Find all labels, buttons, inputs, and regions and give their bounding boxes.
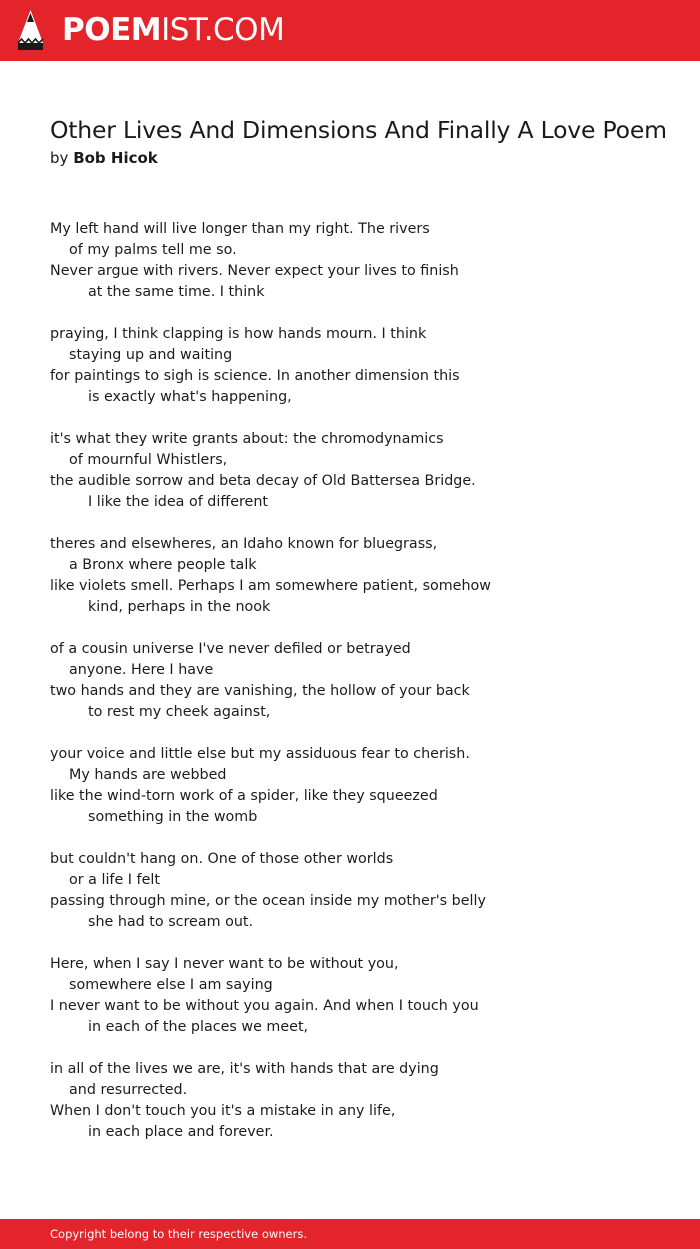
logo-strong: POEM — [62, 12, 162, 48]
poem-line: two hands and they are vanishing, the hollow of your back — [50, 683, 470, 699]
poem-stanza — [50, 639, 670, 723]
poem-line: in all of the lives we are, it's with hands that are dying — [50, 1061, 439, 1077]
poem-line: passing through mine, or the ocean inside my mother's belly — [50, 893, 486, 909]
poem-line: of a cousin universe I've never defiled or betrayed — [50, 641, 411, 657]
poem-line: Here, when I say I never want to be without you, — [50, 956, 399, 972]
site-footer — [0, 1219, 700, 1249]
poem-line: like the wind-torn work of a spider, like they squeezed — [50, 788, 438, 804]
poem-stanza — [50, 534, 670, 618]
poem-line: in each place and forever. — [88, 1124, 274, 1140]
site-header — [0, 0, 700, 61]
poem-stanza — [50, 429, 670, 513]
poem-line: or a life I felt — [69, 872, 160, 888]
poem-line: and resurrected. — [69, 1082, 188, 1098]
poem-line: My left hand will live longer than my right. The rivers — [50, 221, 430, 237]
poem-line: anyone. Here I have — [69, 662, 214, 678]
poem-line: like violets smell. Perhaps I am somewhere patient, somehow — [50, 578, 491, 594]
poem-line: My hands are webbed — [69, 767, 227, 783]
poem-line: I never want to be without you again. And when I touch you — [50, 998, 479, 1014]
poem-line: in each of the places we meet, — [88, 1019, 309, 1035]
poem-line: to rest my cheek against, — [88, 704, 271, 720]
poem-line: your voice and little else but my assiduous fear to cherish. — [50, 746, 470, 762]
poem-line: of my palms tell me so. — [69, 242, 237, 258]
poem-line: but couldn't hang on. One of those other worlds — [50, 851, 394, 867]
poem-line: Never argue with rivers. Never expect your lives to finish — [50, 263, 459, 279]
poem-stanza — [50, 744, 670, 828]
poem-body — [50, 219, 670, 1164]
poem-line: for paintings to sigh is science. In another dimension this — [50, 368, 460, 384]
site-logo[interactable] — [62, 10, 284, 50]
by-label: by — [50, 149, 69, 167]
copyright-text: Copyright belong to their respective owners. — [50, 1227, 308, 1241]
poem-line: staying up and waiting — [69, 347, 233, 363]
poem-line: kind, perhaps in the nook — [88, 599, 271, 615]
poem-line: the audible sorrow and beta decay of Old Battersea Bridge. — [50, 473, 476, 489]
poem-line: is exactly what's happening, — [88, 389, 292, 405]
poem-stanza — [50, 324, 670, 408]
poem-stanza — [50, 219, 670, 303]
poem-line: praying, I think clapping is how hands mourn. I think — [50, 326, 427, 342]
poem-line: she had to scream out. — [88, 914, 254, 930]
logo-light: IST.COM — [161, 12, 285, 48]
poem-line: something in the womb — [88, 809, 258, 825]
poem-line: of mournful Whistlers, — [69, 452, 228, 468]
author-name: Bob Hicok — [73, 149, 158, 167]
byline — [50, 149, 158, 167]
poem-stanza — [50, 849, 670, 933]
poem-stanza — [50, 1059, 670, 1143]
poem-line: at the same time. I think — [88, 284, 265, 300]
poem-title: Other Lives And Dimensions And Finally A Love Poem — [50, 116, 667, 144]
poem-line: it's what they write grants about: the chromodynamics — [50, 431, 444, 447]
poem-line: somewhere else I am saying — [69, 977, 273, 993]
poem-line: I like the idea of different — [88, 494, 269, 510]
pencil-tip-icon[interactable] — [17, 9, 44, 51]
poem-line: a Bronx where people talk — [69, 557, 257, 573]
poem-line: theres and elsewheres, an Idaho known for bluegrass, — [50, 536, 438, 552]
poem-stanza — [50, 954, 670, 1038]
poem-line: When I don't touch you it's a mistake in any life, — [50, 1103, 396, 1119]
